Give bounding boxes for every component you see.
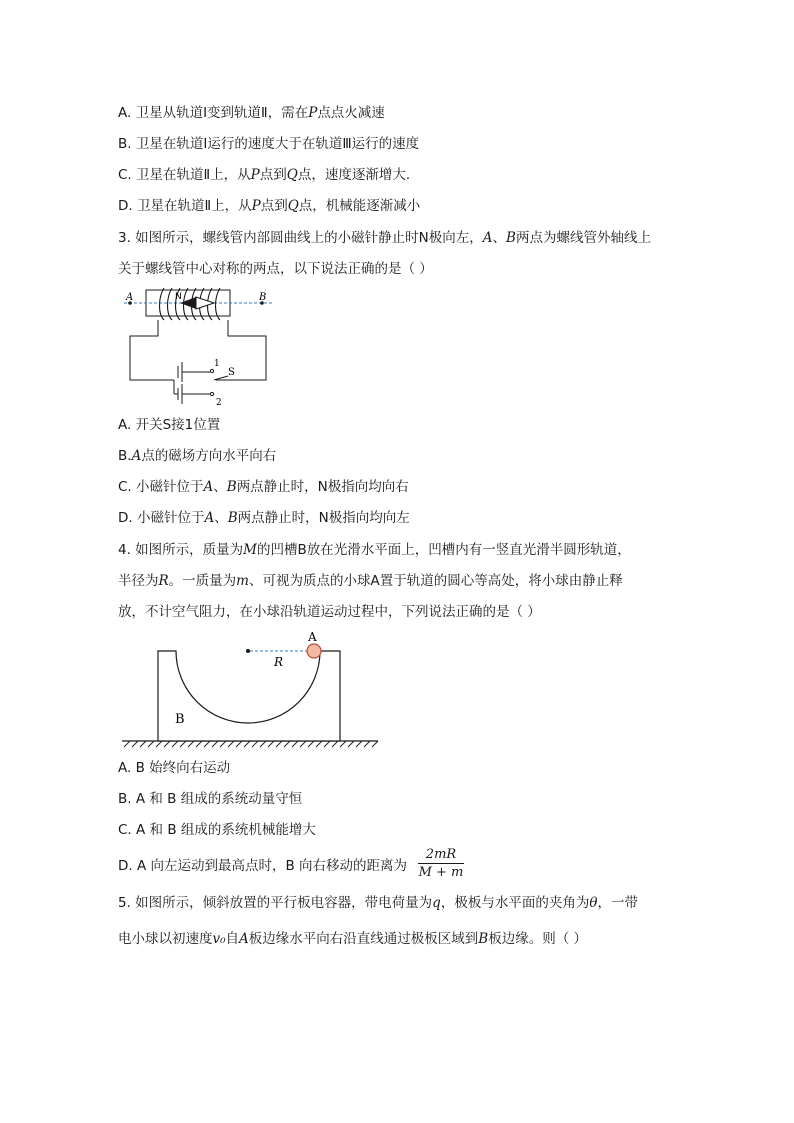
q4-line2-mid: 。一质量为 [168,573,237,589]
q3-option-d [118,508,410,528]
q5-line2-suffix: 板边缘。则（ ） [488,931,588,947]
track-center-dot [246,649,250,653]
q3-stem-line2 [118,259,433,279]
switch-contact-1 [210,369,213,372]
q5-line2-mid2: 板边缘水平向右沿直线通过极板区域到 [248,931,479,947]
q5-stem-line2 [118,929,587,949]
label-point-b: B [259,292,267,303]
q2-option-c-prefix: C. 卫星在轨道Ⅱ上，从 [118,167,251,183]
switch-blade [214,376,228,380]
q4-option-a [118,758,230,778]
q3-option-c-sep: 、 [213,479,227,495]
q3-option-c-suffix: 两点静止时，N极指向均向右 [236,479,409,495]
q3-stem-line2-text: 关于螺线管中心对称的两点，以下说法正确的是（ ） [118,261,433,277]
q5-stem-line1 [118,893,638,913]
q3-option-a-text: A. 开关S接1位置 [118,417,221,433]
q4-stem-prefix: 4. 如图所示，质量为 [118,542,244,558]
label-point-a: A [126,292,134,303]
wire-right [216,320,266,380]
q2-option-d-var2: Q [287,198,299,214]
q3-option-c-var1: A [203,479,214,495]
q3-option-c-prefix: C. 小磁针位于 [118,479,204,495]
q3-var-b: B [506,230,516,246]
q3-option-d-var1: A [204,510,215,526]
q2-option-a [118,103,385,123]
q5-line2-prefix: 电小球以初速度 [118,931,213,947]
q4-var-m: m [236,573,249,589]
label-radius-r: R [274,655,284,669]
label-needle-n: N [175,292,182,302]
q4-option-a-text: A. B 始终向右运动 [118,760,231,776]
q4-option-d-text: D. A 向左运动到最高点时，B 向右移动的距离为 [118,858,408,874]
q4-var-r: R [158,573,169,589]
q2-option-a-prefix: A. 卫星从轨道Ⅰ变到轨道Ⅱ，需在 [118,105,309,121]
q4-option-b [118,789,302,809]
q3-option-c [118,477,409,497]
q4-option-c [118,820,316,840]
q4-groove-figure [118,625,382,749]
q2-option-a-var: P [308,105,318,121]
fraction-numerator: 2mR [418,846,464,864]
q5-var-q: q [432,895,441,911]
q5-var-v0: v₀ [212,931,226,947]
q3-option-c-var2: B [226,479,237,495]
q4-option-c-text: C. A 和 B 组成的系统机械能增大 [118,822,316,838]
label-groove-b: B [175,712,185,727]
q2-option-d-suffix: 点，机械能逐渐减小 [298,198,421,214]
q3-option-b [118,446,276,466]
q2-option-c-var1: P [250,167,260,183]
q4-line2-prefix: 半径为 [118,573,159,589]
q3-sep: 、 [492,230,507,246]
q4-option-d-fraction [418,846,464,882]
q4-line2-suffix: 、可视为质点的小球A置于轨道的圆心等高处，将小球由静止释 [248,573,623,589]
q3-var-a: A [482,230,493,246]
q4-stem-line3 [118,602,541,622]
q3-stem-suffix: 两点为螺线管外轴线上 [515,230,651,246]
battery-cells [174,362,210,404]
q2-option-b [118,134,419,154]
q4-stem-suffix: 的凹槽B放在光滑水平面上，凹槽内有一竖直光滑半圆形轨道， [257,542,631,558]
wire-left [130,320,174,380]
ground-hatching [124,741,378,747]
q4-var-m-big: M [243,542,257,558]
q2-option-c-var2: Q [286,167,298,183]
q3-option-b-prefix: B. [118,448,132,464]
switch-contact-2 [210,392,213,395]
q3-stem-prefix: 3. 如图所示，螺线管内部圆曲线上的小磁针静止时N极向左， [118,230,483,246]
q3-option-d-sep: 、 [214,510,228,526]
q2-option-a-suffix: 点点火减速 [317,105,385,121]
q4-stem-line1 [118,540,631,560]
q3-option-d-var2: B [227,510,238,526]
q2-option-d-var1: P [251,198,261,214]
groove-b-body [158,651,340,741]
q3-option-b-suffix: 点的磁场方向水平向右 [141,448,277,464]
q2-option-c-suffix: 点，速度逐渐增大. [297,167,411,183]
q2-option-c-mid: 点到 [259,167,287,183]
q5-line1-mid: ，极板与水平面的夹角为 [440,895,590,911]
q2-option-d [118,196,420,216]
q5-line1-suffix: ，一带 [597,895,638,911]
label-contact-2: 2 [216,398,222,406]
label-switch-s: S [228,367,235,378]
q5-var-a: A [239,931,249,947]
q4-option-d [118,856,407,876]
q3-option-d-suffix: 两点静止时，N极指向均向左 [237,510,410,526]
q3-stem-line1 [118,228,651,248]
ball-a [307,644,321,658]
q3-option-d-prefix: D. 小磁针位于 [118,510,205,526]
label-ball-a: A [308,630,317,644]
q2-option-b-text: B. 卫星在轨道Ⅰ运行的速度大于在轨道Ⅲ运行的速度 [118,136,420,152]
q4-option-b-text: B. A 和 B 组成的系统动量守恒 [118,791,303,807]
q2-option-d-mid: 点到 [260,198,288,214]
q3-option-a [118,415,220,435]
q5-line1-prefix: 5. 如图所示，倾斜放置的平行板电容器，带电荷量为 [118,895,433,911]
q5-var-theta: θ [589,895,598,911]
label-contact-1: 1 [214,359,220,369]
q5-var-b: B [478,931,489,947]
q5-line2-mid: 自 [225,931,240,947]
q2-option-d-prefix: D. 卫星在轨道Ⅱ上，从 [118,198,252,214]
fraction-denominator: M + m [418,865,464,880]
q4-stem-line2 [118,571,623,591]
q3-solenoid-figure [118,284,278,406]
q3-option-b-var: A [131,448,142,464]
q2-option-c [118,165,410,185]
q4-line3-text: 放，不计空气阻力，在小球沿轨道运动过程中，下列说法正确的是（ ） [118,604,541,620]
